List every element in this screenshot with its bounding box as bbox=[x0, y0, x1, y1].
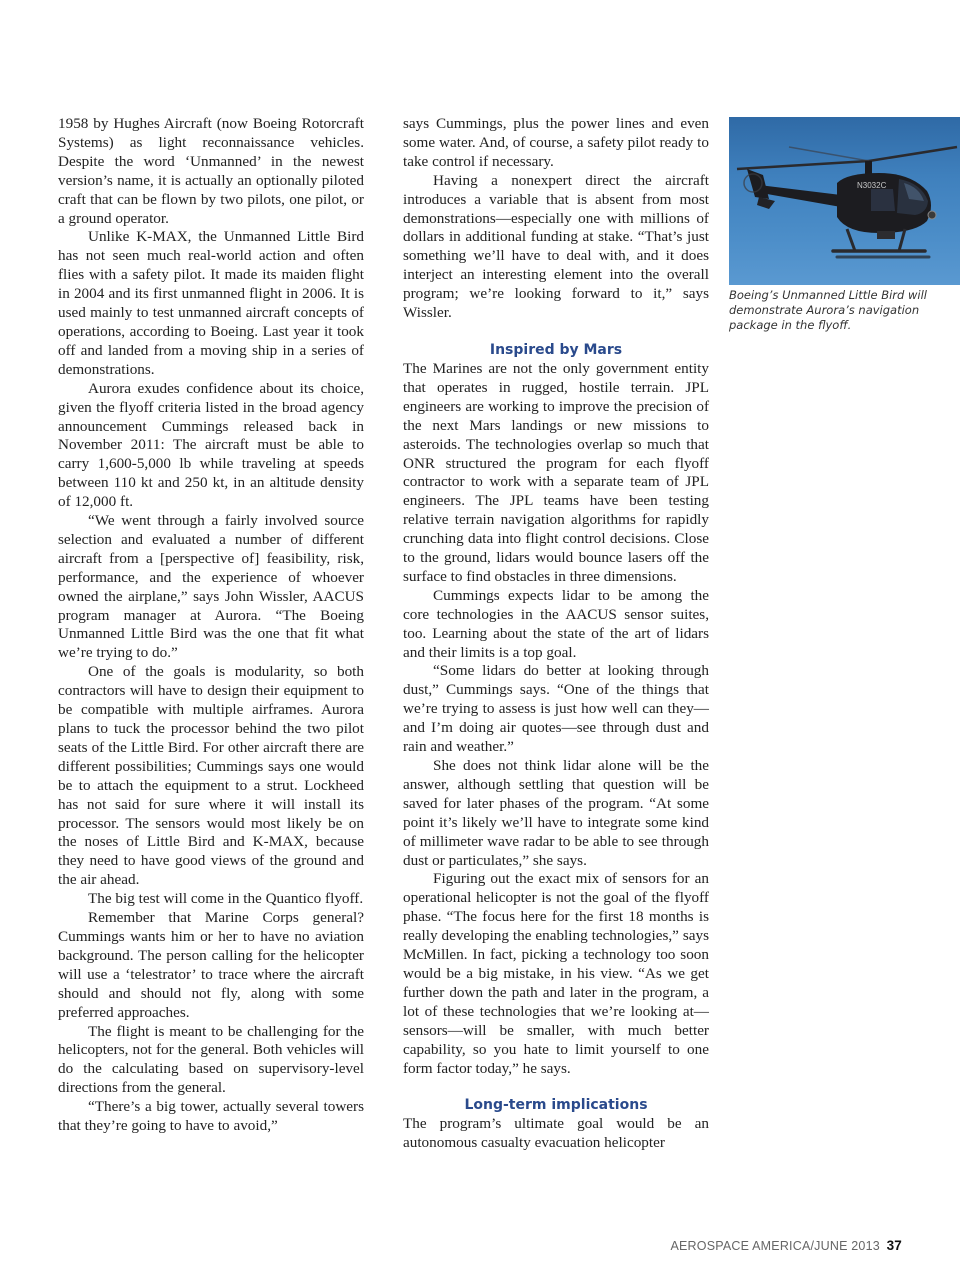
paragraph: “There’s a big tower, actually several towers that they’re going to have to avoid,” bbox=[58, 1098, 364, 1135]
paragraph: She does not think lidar alone will be the answer, although settling that question will be saved for later phases of the program. “At some point it’s likely we’ll have to integrate some kind of millimeter wave radar to be able to see through dust or particulates,” she says. bbox=[403, 757, 709, 869]
helicopter-illustration bbox=[729, 117, 960, 285]
publication-name: AEROSPACE AMERICA/JUNE 2013 bbox=[670, 1239, 880, 1253]
paragraph: says Cummings, plus the power lines and even some water. And, of course, a safety pilot ready to take control if necessary. bbox=[403, 115, 709, 170]
paragraph: “We went through a fairly involved source selection and evaluated a number of different aircraft from a [perspective of] feasibility, risk, performance, and the experience of whoever owned the airplane,” says John Wissler, AACUS program manager at Aurora. “The Boeing Unmanned Little Bird was the one that fit what we’re trying to do.” bbox=[58, 512, 364, 662]
paragraph: Figuring out the exact mix of sensors for an operational helicopter is not the goal of the flyoff phase. “The focus here for the first 18 months is really developing the enabling technologies,” says McMillen. In fact, picking a technology too soon would be a big mistake, in his view. “As we get further down the path and later in the program, a lot of these technologies that we’re looking at—sensors—will be smaller, with much better capability, so you hate to limit yourself to one form factor today,” he says. bbox=[403, 870, 709, 1077]
paragraph: “Some lidars do better at looking through dust,” Cummings says. “One of the things that we’re trying to assess is just how well can they—and I’m doing air quotes—see through dust and rain and weather.” bbox=[403, 662, 709, 756]
paragraph: Remember that Marine Corps general? Cummings wants him or her to have no aviation background. The person calling for the helicopter will use a ‘telestrator’ to trace where the aircraft should and should not fly, along with some preferred approaches. bbox=[58, 909, 364, 1021]
section-heading-long-term-implications: Long-term implications bbox=[464, 1097, 648, 1114]
article-column-1 bbox=[58, 115, 364, 1136]
paragraph: One of the goals is modularity, so both contractors will have to design their equipment to be compatible with multiple airframes. Aurora plans to tuck the processor behind the two pilot seats of the Little Bird. For other aircraft there are different possibilities; Cummings says one would be to attach the equipment to a strut. Lockheed has not said for sure where it will install its processor. The sensors would most likely be on the noses of Little Bird and K-MAX, because they need to have good views of the ground and the air ahead. bbox=[58, 663, 364, 889]
tail-number: N3032C bbox=[857, 181, 887, 190]
paragraph: The big test will come in the Quantico flyoff. bbox=[88, 890, 364, 908]
page-number: 37 bbox=[886, 1238, 902, 1253]
paragraph: Having a nonexpert direct the aircraft introduces a variable that is absent from most demonstrations—especially one with millions of dollars in additional funding at stake. “That’s just something we’ll have to deal with, and it does interject an interesting element into the overall program; we’re looking forward to it,” says Wissler. bbox=[403, 171, 709, 322]
photo-caption: Boeing’s Unmanned Little Bird will demonstrate Aurora’s navigation package in the flyoff. bbox=[729, 288, 927, 332]
article-column-2 bbox=[403, 115, 709, 1153]
paragraph: Aurora exudes confidence about its choice, given the flyoff criteria listed in the broad agency announcement Cummings released back in November 2011: The aircraft must be able to carry 1,600-5,000 lb while traveling at speeds between 110 kt and 250 kt, in an altitude density of 12,000 ft. bbox=[58, 379, 364, 511]
paragraph: Unlike K-MAX, the Unmanned Little Bird has not seen much real-world action and often flies with a safety pilot. It made its maiden flight in 2004 and its first unmanned flight in 2006. It is used mainly to test unmanned aircraft concepts of operations, according to Boeing. Last year it took off and landed from a moving ship in a series of demonstrations. bbox=[58, 228, 364, 378]
paragraph: The flight is meant to be challenging for the helicopters, not for the general. Both vehicles will do the calculating based on supervisory-level directions from the general. bbox=[58, 1022, 364, 1097]
paragraph: The program’s ultimate goal would be an autonomous casualty evacuation helicopter bbox=[403, 1115, 709, 1152]
page-footer bbox=[670, 1238, 902, 1253]
paragraph: Cummings expects lidar to be among the core technologies in the AACUS sensor suites, too. Learning about the state of the art of lidars and their limits is a top goal. bbox=[403, 586, 709, 661]
paragraph: The Marines are not the only government entity that operates in rugged, hostile terrain. JPL engineers are working to improve the precision of the next Mars landings or new missions to asteroids. The technologies overlap so much that ONR structured the program for each flyoff contractor to work with a separate team of JPL engineers. The JPL teams have been testing relative terrain navigation algorithms for rapidly crunching data into flight control decisions. Close to the ground, lidars would bounce lasers off the surface to find obstacles in three dimensions. bbox=[403, 359, 709, 585]
paragraph: 1958 by Hughes Aircraft (now Boeing Rotorcraft Systems) as light reconnaissance vehicles. Despite the word ‘Unmanned’ in the newest version’s name, it is actually an optionally piloted craft that can be flown by two pilots, one pilot, or a ground operator. bbox=[58, 115, 364, 227]
section-heading-inspired-by-mars: Inspired by Mars bbox=[489, 341, 623, 358]
helicopter-photo bbox=[729, 117, 960, 285]
